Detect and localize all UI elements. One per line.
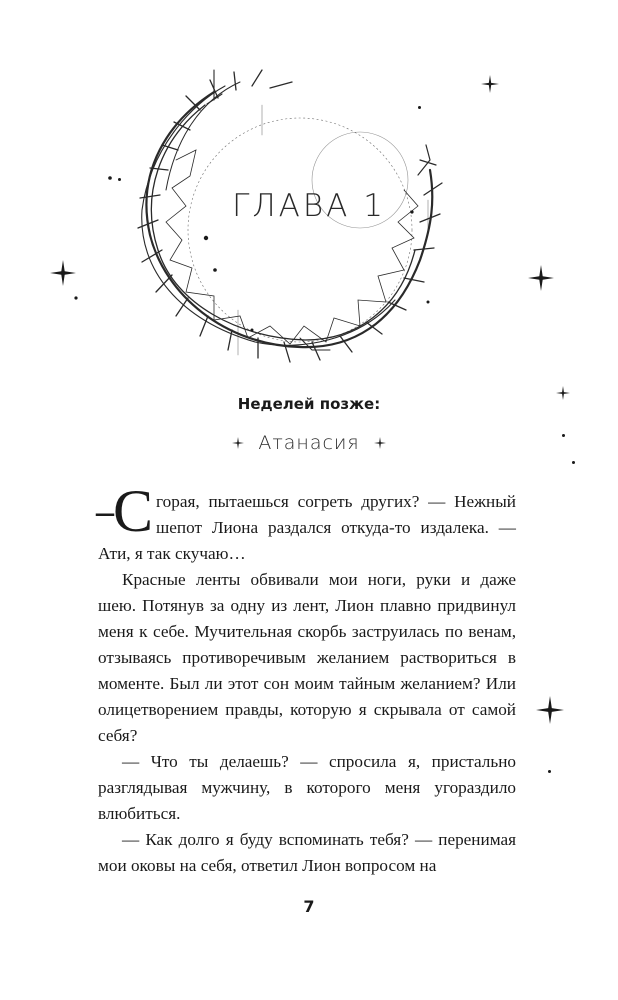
chapter-subtitle: Неделей позже: [237, 395, 381, 413]
star-dot [418, 106, 421, 109]
drop-cap-letter: С [113, 478, 154, 544]
paragraph: Красные ленты обвивали мои ноги, руки и даже шею. Потянув за одну из лент, Лион плавно придвинул меня к себе. Мучительная скорбь заструилась по венам, отзываясь противоречивым желанием раствориться в моменте. Был ли этот сон моим тайным желанием? Или олицетворением правды, которую я скрывала от самой себя? [98, 570, 516, 745]
pov-character-name: Атанасия [258, 432, 360, 454]
drop-cap-dash: – [96, 491, 114, 531]
chapter-title: ГЛАВА 1 [232, 188, 386, 224]
paragraph-text: горая, пытаешься согреть других? — Нежный шепот Лиона раздался откуда-то издалека. — Ати, я так скучаю… [98, 492, 516, 563]
pov-heading [0, 432, 618, 454]
sparkle-star-icon [481, 75, 499, 93]
page-number: 7 [303, 897, 315, 916]
paragraph [96, 478, 516, 567]
star-dot [572, 461, 575, 464]
paragraph: — Как долго я буду вспоминать тебя? — перенимая мои оковы на себя, ответил Лион вопросом на [98, 830, 516, 875]
drop-cap [96, 478, 154, 544]
star-dot [548, 770, 551, 773]
sparkle-star-icon [232, 437, 244, 449]
star-dot [118, 178, 121, 181]
sparkle-star-icon [50, 260, 76, 286]
sparkle-star-icon [374, 437, 386, 449]
sparkle-star-icon [536, 696, 564, 724]
paragraph: — Что ты делаешь? — спросила я, пристально разглядывая мужчину, в которого меня угораздило влюбиться. [98, 752, 516, 823]
body-text [96, 478, 516, 879]
sparkle-star-icon [528, 265, 554, 291]
